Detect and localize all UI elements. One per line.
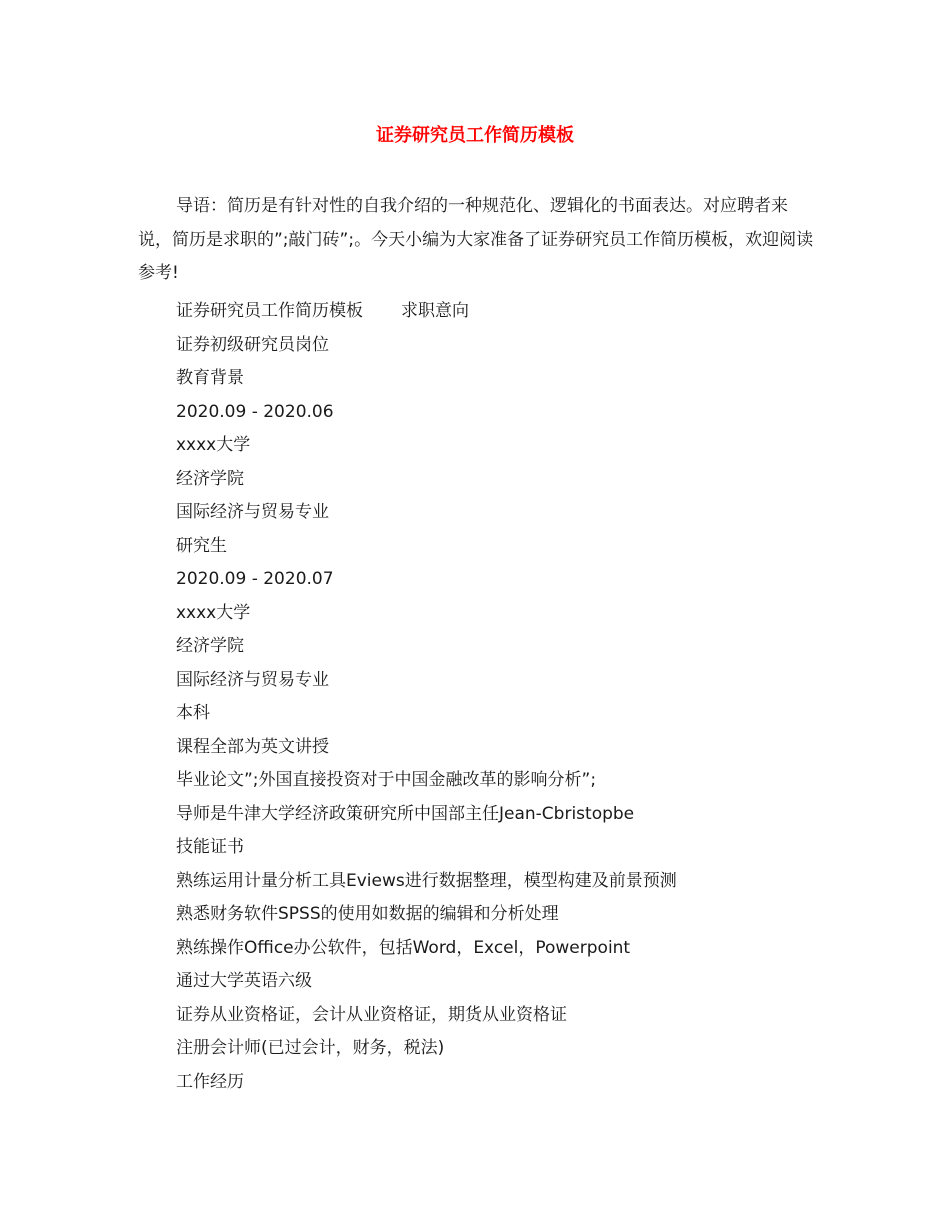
resume-line: 经济学院 — [176, 468, 244, 489]
resume-line: 毕业论文”;外国直接投资对于中国金融改革的影响分析”; — [176, 770, 597, 790]
resume-line: 本科 — [176, 703, 210, 723]
document-title: 证券研究员工作简历模板 — [376, 125, 574, 146]
resume-line: 研究生 — [176, 535, 227, 556]
resume-line: 熟悉财务软件SPSS的使用如数据的编辑和分析处理 — [176, 904, 559, 924]
resume-line: 熟练运用计量分析工具Eviews进行数据整理，模型构建及前景预测 — [176, 870, 677, 891]
resume-line: 2020.09 - 2020.07 — [176, 569, 334, 589]
resume-line: 通过大学英语六级 — [176, 971, 312, 991]
resume-line: 2020.09 - 2020.06 — [176, 401, 334, 422]
heading-line — [176, 295, 816, 329]
resume-line: 教育背景 — [176, 368, 244, 388]
heading-right: 求职意向 — [401, 301, 469, 321]
resume-line: 技能证书 — [176, 837, 244, 857]
heading-left: 证券研究员工作简历模板 — [176, 301, 363, 321]
resume-line: 证券从业资格证，会计从业资格证，期货从业资格证 — [176, 1004, 567, 1025]
resume-line: 工作经历 — [176, 1071, 244, 1092]
resume-line: 导师是牛津大学经济政策研究所中国部主任Jean-Cbristopbe — [176, 803, 635, 824]
resume-line: 国际经济与贸易专业 — [176, 502, 329, 522]
resume-line: 注册会计师(已过会计，财务，税法) — [176, 1038, 445, 1058]
resume-line: 证券初级研究员岗位 — [176, 334, 329, 355]
intro-paragraph: 导语：简历是有针对性的自我介绍的一种规范化、逻辑化的书面表达。对应聘者来说，简历是求职的”;敲门砖”;。今天小编为大家准备了证券研究员工作简历模板，欢迎阅读参考! — [138, 196, 814, 283]
resume-lines — [176, 295, 816, 1099]
resume-line: 国际经济与贸易专业 — [176, 669, 329, 690]
resume-line: 课程全部为英文讲授 — [176, 736, 329, 757]
resume-line: xxxx大学 — [176, 435, 251, 455]
resume-line: 熟练操作Office办公软件，包括Word，Excel，Powerpoint — [176, 937, 631, 958]
resume-line: xxxx大学 — [176, 602, 251, 623]
resume-line: 经济学院 — [176, 636, 244, 656]
